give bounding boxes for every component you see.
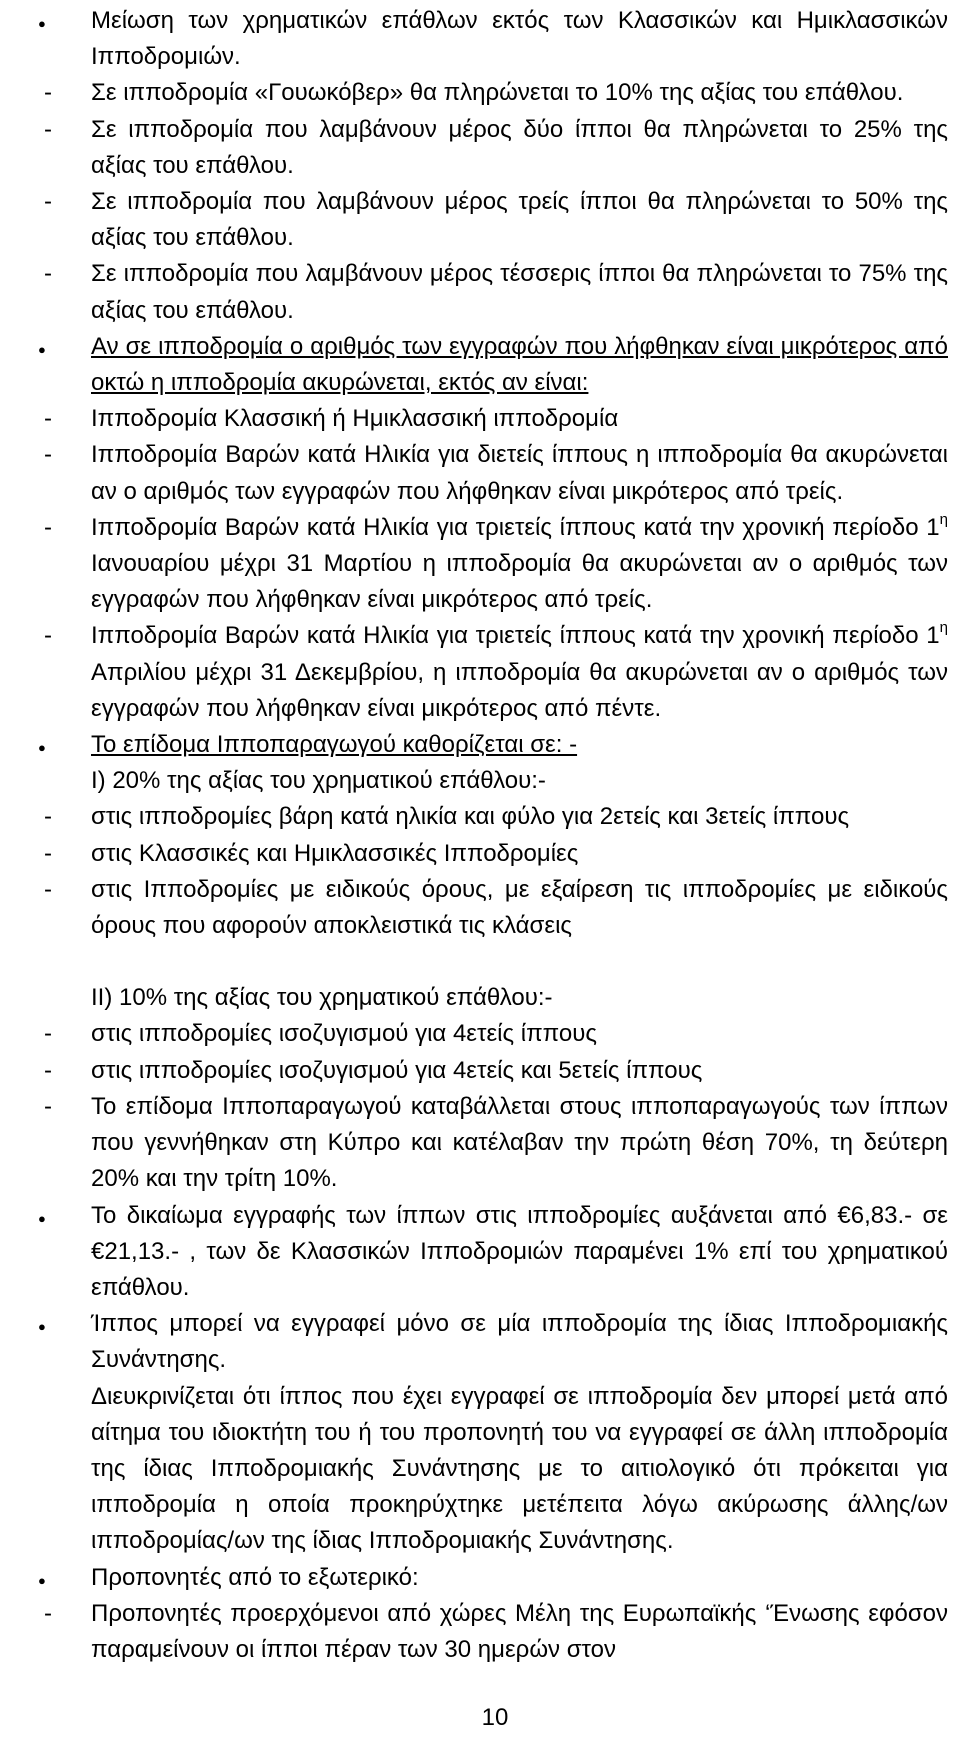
bullet-marker: ● xyxy=(38,1572,46,1588)
paragraph-text-underlined: Το επίδομα Ιπποπαραγωγού καθορίζεται σε: - xyxy=(91,731,578,759)
dash-marker: - xyxy=(44,405,52,433)
dash-item xyxy=(0,618,960,727)
paragraph-text-start: Ιπποδρομία Βαρών κατά Ηλικία για τριετείς ίππους κατά την χρονική περίοδο 1 xyxy=(91,622,940,650)
dash-item xyxy=(0,1089,960,1198)
bullet-item xyxy=(0,1306,960,1378)
dash-marker: - xyxy=(44,875,52,903)
dash-marker: - xyxy=(44,260,52,288)
paragraph-text: στις ιπποδρομίες βάρη κατά ηλικία και φύλο για 2ετείς και 3ετείς ίππους xyxy=(91,803,850,831)
paragraph-text-underlined: Αν σε ιπποδρομία ο αριθμός των εγγραφών που λήφθηκαν είναι μικρότερος από οκτώ η ιπποδρομία ακυρώνεται, εκτός αν είναι: xyxy=(91,332,948,397)
dash-marker: - xyxy=(44,441,52,469)
paragraph-text-end: Απριλίου μέχρι 31 Δεκεμβρίου, η ιπποδρομία θα ακυρώνεται αν ο αριθμός των εγγραφών που λήφθηκαν είναι μικρότερος από πέντε. xyxy=(91,658,948,722)
dash-item xyxy=(0,437,960,509)
dash-item xyxy=(0,401,960,437)
dash-marker: - xyxy=(44,513,52,541)
paragraph-text-start: Ιπποδρομία Βαρών κατά Ηλικία για τριετείς ίππους κατά την χρονική περίοδο 1 xyxy=(91,513,940,541)
dash-item xyxy=(0,1596,960,1668)
paragraph-text: Ίππος μπορεί να εγγραφεί μόνο σε μία ιπποδρομία της ίδιας Ιπποδρομιακής Συνάντησης. xyxy=(91,1310,948,1374)
dash-marker: - xyxy=(44,115,52,143)
dash-marker: - xyxy=(44,1092,52,1120)
paragraph-text: Σε ιπποδρομία που λαμβάνουν μέρος δύο ίπποι θα πληρώνεται το 25% της αξίας του επάθλου. xyxy=(91,115,948,179)
paragraph-text: Διευκρινίζεται ότι ίππος που έχει εγγραφεί σε ιπποδρομία δεν μπορεί μετά από αίτημα του ιδιοκτήτη του ή του προπονητή του να εγγραφεί σε άλλη ιπποδρομία της ίδιας Ιπποδρομιακής Συνάντησης με το αιτιολογικό ότι πρόκειται για ιπποδρομία η οποία προκηρύχτηκε μετέπειτα λόγω ακύρωσης άλλης/ων ιπποδρομίας/ων της ίδιας Ιπποδρομιακής Συνάντησης. xyxy=(91,1382,948,1555)
paragraph-text-end: Ιανουαρίου μέχρι 31 Μαρτίου η ιπποδρομία θα ακυρώνεται αν ο αριθμός των εγγραφών που λήφθηκαν είναι μικρότερος από τρείς. xyxy=(91,550,948,614)
paragraph-text: Ιπποδρομία Βαρών κατά Ηλικία για διετείς ίππους η ιπποδρομία θα ακυρώνεται αν ο αριθμός των εγγραφών που λήφθηκαν είναι μικρότερος από τρείς. xyxy=(91,441,948,505)
plain-paragraph xyxy=(0,1379,960,1560)
paragraph-text: στις ιπποδρομίες ισοζυγισμού για 4ετείς και 5ετείς ίππους xyxy=(91,1056,703,1084)
paragraph-text: Προπονητές από το εξωτερικό: xyxy=(91,1563,419,1591)
paragraph-text: στις Κλασσικές και Ημικλασσικές Ιπποδρομίες xyxy=(91,839,579,867)
plain-paragraph xyxy=(0,980,960,1016)
paragraph-text: Προπονητές προερχόμενοι από χώρες Μέλη της Ευρωπαϊκής ‘Ένωσης εφόσον παραμείνουν οι ίπποι πέραν των 30 ημερών στον xyxy=(91,1599,948,1663)
bullet-item xyxy=(0,3,960,75)
bullet-item xyxy=(0,727,960,763)
dash-item xyxy=(0,836,960,872)
paragraph-text: Ιπποδρομία Κλασσική ή Ημικλασσική ιπποδρομία xyxy=(91,405,619,433)
dash-marker: - xyxy=(44,1020,52,1048)
dash-marker: - xyxy=(44,1599,52,1627)
paragraph-text: Σε ιπποδρομία που λαμβάνουν μέρος τρείς ίπποι θα πληρώνεται το 50% της αξίας του επάθλου. xyxy=(91,188,948,252)
dash-item xyxy=(0,1016,960,1052)
dash-item xyxy=(0,872,960,944)
superscript: η xyxy=(939,510,948,528)
paragraph-text: Το επίδομα Ιπποπαραγωγού καταβάλλεται στους ιπποπαραγωγούς των ίππων που γεννήθηκαν στη Κύπρο και κατέλαβαν την πρώτη θέση 70%, τη δεύτερη 20% και την τρίτη 10%. xyxy=(91,1092,948,1193)
blank-line xyxy=(0,944,960,980)
paragraph-text: στις ιπποδρομίες ισοζυγισμού για 4ετείς ίππους xyxy=(91,1020,597,1048)
paragraph-text: Το δικαίωμα εγγραφής των ίππων στις ιπποδρομίες αυξάνεται από €6,83.- σε €21,13.- , των δε Κλασσικών Ιπποδρομιών παραμένει 1% επί του χρηματικού επάθλου. xyxy=(91,1201,948,1301)
paragraph-text: Μείωση των χρηματικών επάθλων εκτός των Κλασσικών και Ημικλασσικών Ιπποδρομιών. xyxy=(91,7,948,71)
bullet-marker: ● xyxy=(38,740,46,756)
dash-marker: - xyxy=(44,188,52,216)
plain-paragraph xyxy=(0,763,960,799)
dash-marker: - xyxy=(44,622,52,650)
dash-marker: - xyxy=(44,839,52,867)
paragraph-text: Σε ιπποδρομία «Γουωκόβερ» θα πληρώνεται το 10% της αξίας του επάθλου. xyxy=(91,79,904,107)
bullet-marker: ● xyxy=(38,1319,46,1335)
document-body xyxy=(0,3,960,1668)
bullet-marker: ● xyxy=(38,16,46,31)
superscript: η xyxy=(939,619,948,637)
dash-item xyxy=(0,799,960,835)
bullet-marker: ● xyxy=(38,1210,46,1226)
dash-item xyxy=(0,112,960,184)
dash-marker: - xyxy=(44,803,52,831)
paragraph-text: Σε ιπποδρομία που λαμβάνουν μέρος τέσσερις ίπποι θα πληρώνεται το 75% της αξίας του επάθλου. xyxy=(91,260,948,324)
paragraph-text: στις Ιπποδρομίες με ειδικούς όρους, με εξαίρεση τις ιπποδρομίες με ειδικούς όρους που αφορούν αποκλειστικά τις κλάσεις xyxy=(91,875,948,940)
bullet-item xyxy=(0,329,960,401)
page-number: 10 xyxy=(481,1704,509,1731)
paragraph-text: ΙΙ) 10% της αξίας του χρηματικού επάθλου:- xyxy=(91,984,553,1012)
bullet-item xyxy=(0,1560,960,1596)
dash-item xyxy=(0,75,960,111)
paragraph-text: Ι) 20% της αξίας του χρηματικού επάθλου:- xyxy=(91,767,546,795)
dash-marker: - xyxy=(44,79,52,107)
dash-item xyxy=(0,184,960,256)
dash-item xyxy=(0,1053,960,1089)
dash-item xyxy=(0,256,960,328)
dash-item xyxy=(0,510,960,619)
dash-marker: - xyxy=(44,1056,52,1084)
bullet-item xyxy=(0,1198,960,1307)
bullet-marker: ● xyxy=(38,341,46,357)
